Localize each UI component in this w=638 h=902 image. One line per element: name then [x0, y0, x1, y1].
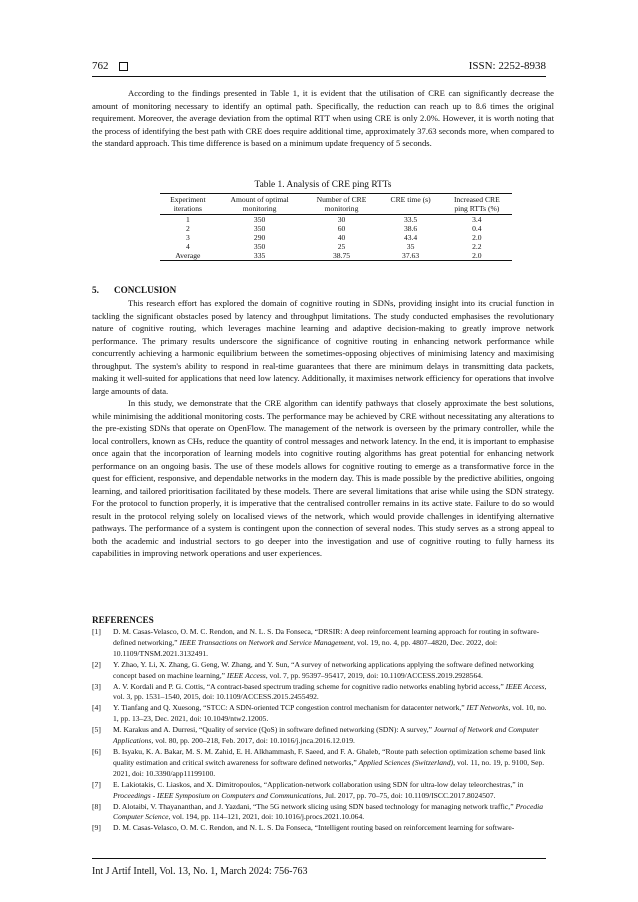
table-cell: 350 [253, 224, 266, 233]
table-header-cell: Amount of optimal monitoring [216, 194, 304, 215]
reference-list [92, 627, 554, 834]
table-row-average [160, 251, 512, 261]
table-cell: 3.4 [472, 215, 482, 224]
table-cell: 40 [337, 233, 346, 242]
table-row [160, 242, 512, 251]
journal-footer: Int J Artif Intell, Vol. 13, No. 1, March 2024: 756-763 [92, 866, 308, 877]
section-title: CONCLUSION [114, 285, 177, 295]
table-cell: 35 [406, 242, 415, 251]
reference-item: [7] E. Lakiotakis, C. Liaskos, and X. Dimitropoulos, “Application-network collaboration using SDN for ultra-low delay teleorchestras,” in Proceedings - IEEE Symposium on Computers and Communications, Jul. 2017, pp. 70–75, doi: 10.1109/ISCC.2017.8024507. [92, 779, 524, 800]
table-caption: Table 1. Analysis of CRE ping RTTs [254, 180, 392, 190]
table-row [160, 215, 512, 225]
table-cell: 43.4 [403, 233, 418, 242]
issn-label: ISSN: 2252-8938 [468, 60, 546, 72]
table-cell: Average [160, 251, 216, 261]
table-cell: 1 [185, 215, 190, 224]
table-cell: 350 [253, 242, 266, 251]
table-cell: 33.5 [403, 215, 418, 224]
table-row [160, 224, 512, 233]
conclusion-paragraph: In this study, we demonstrate that the CRE algorithm can identify pathways that closely approximate the best solutions, while minimising the additional monitoring costs. The performance may be achieved by CRE without necessitating any alterations to the pre-existing SDNs that operate on OpenFlow. The management of the network is overseen by the primary controller, while the local controllers, known as CHs, reduce the quantity of control messages and network latency. In the end, it is important to emphasise once again that the incorporation of learning models into cognitive routing algorithms has great potential for enhancing network performance on an ongoing basis. The use of these models allows for cognitive routing to emerge as a transformative force in the quest for efficient, responsive, and dependable networks in the modern day. This is made possible by the predictive abilities, ongoing learning, and tailored prioritisation facilitated by these models. There are several limitations that arise while using the SDN strategy. For the protocol to function properly, it is imperative that the centralised controller remains in its active state. Failure to do so would result in the protocol relying solely on localised views of the network, which would provide challenges in identifying alternative pathways. The performance of a system is contingent upon the connection of several nodes. This study serves as a strong appeal to both the academic and industrial sectors to go deeper into the investigation and use of cognitive routing to fully harness its capabilities in improving network operations and user experiences. [92, 398, 554, 558]
footer-divider [92, 858, 546, 859]
reference-item: [3] A. V. Kordali and P. G. Cottis, “A contract-based spectrum trading scheme for cognitive radio networks enabling hybrid access,” IEEE Access, vol. 3, pp. 1531–1540, 2015, doi: 10.1109/ACCESS.2015.2455492. [92, 681, 547, 702]
table-cell: 38.6 [403, 224, 418, 233]
conclusion-paragraph: This research effort has explored the domain of cognitive routing in SDNs, providing insight into its crucial function in tackling the significant obstacles posed by latency and throughput limitations. The study conducted emphasises the revolutionary nature of cognitive routing, which leverages machine learning and adaptive decision-making to greatly improve network performance. The primary results underscore the significance of cognitive routing in enhancing network performance while concurrently achieving a harmonic equilibrium between the sometimes-opposing objectives of minimising latency and maximising throughput. The system's ability to respond in real-time guarantees that there are minimum delays in transmitting data packets, making it well-suited for applications that need low latency. Additionally, it maximises network efficiency for operations that involve large amounts of data. [92, 298, 554, 396]
reference-item: [2] Y. Zhao, Y. Li, X. Zhang, G. Geng, W. Zhang, and Y. Sun, “A survey of networking applications applying the software defined networking concept based on machine learning,” IEEE Access, vol. 7, pp. 95397–95417, 2019, doi: 10.1109/ACCESS.2019.2928564. [92, 659, 534, 680]
intro-paragraph: According to the findings presented in Table 1, it is evident that the utilisation of CRE can significantly decrease the amount of monitoring necessary to identify an optimal path. Specifically, the reduction can reach up to 8.6 times the original requirement. Moreover, the average deviation from the optimal RTT when using CRE is only 2.0%. However, it is worth noting that the process of identifying the best path with CRE does require additional time, approximately 37.63 seconds more, when compared to the standard approach. This time difference is based on a minimum update frequency of 5 seconds. [92, 88, 554, 148]
table-cell: 38.75 [304, 251, 380, 261]
reference-item: [6] B. Isyaku, K. A. Bakar, M. S. M. Zahid, E. H. Alkhammash, F. Saeed, and F. A. Ghaleb, “Route path selection optimization scheme based link quality estimation and critical switch awareness for software defined networks,” Applied Sciences (Switzerland), vol. 11, no. 19, p. 9100, Sep. 2021, doi: 10.3390/app11199100. [92, 746, 546, 778]
table-cell: 0.4 [472, 224, 482, 233]
page-number: 762 [92, 60, 109, 72]
table-cell: 30 [337, 215, 346, 224]
table-header-cell: Increased CRE ping RTTs (%) [442, 194, 512, 215]
reference-item: [8] D. Alotaibi, V. Thayananthan, and J. Yazdani, “The 5G network slicing using SDN based technology for managing network traffic,” Procedia Computer Science, vol. 194, pp. 114–121, 2021, doi: 10.1016/j.procs.2021.10.064. [92, 801, 544, 822]
table-header-row [160, 194, 512, 215]
table-cell: 3 [185, 233, 190, 242]
conclusion-body [92, 297, 554, 560]
section-number: 5. [92, 285, 99, 295]
references-heading: REFERENCES [92, 615, 154, 625]
table-cell: 2.0 [442, 251, 512, 261]
table-cell: 290 [253, 233, 266, 242]
table-cell: 4 [185, 242, 190, 251]
table-cell: 2.0 [472, 233, 482, 242]
results-table [160, 193, 512, 261]
reference-item: [9] D. M. Casas-Velasco, O. M. C. Rendon, and N. L. S. Da Fonseca, “Intelligent routing based on reinforcement learning for software- [92, 823, 515, 833]
table-cell: 335 [216, 251, 304, 261]
reference-item: [5] M. Karakus and A. Durresi, “Quality of service (QoS) in software defined networking (SDN): A survey,” Journal of Network and Computer Applications, vol. 80, pp. 200–218, Feb. 2017, doi: 10.1016/j.jnca.2016.12.019. [92, 725, 539, 746]
square-icon [119, 62, 128, 71]
intro-section [92, 87, 554, 150]
reference-item: [1] D. M. Casas-Velasco, O. M. C. Rendon, and N. L. S. Da Fonseca, “DRSIR: A deep reinforcement learning approach for routing in software-defined networking,” IEEE Transactions on Network and Service Management, vol. 19, no. 4, pp. 4807–4820, Dec. 2022, doi: 10.1109/TNSM.2021.3132491. [92, 627, 540, 658]
table-cell: 2.2 [472, 242, 482, 251]
conclusion-heading [92, 285, 176, 295]
header-divider [92, 76, 546, 77]
table-cell: 60 [337, 224, 346, 233]
table-header-cell: CRE time (s) [379, 194, 441, 215]
table-cell: 25 [337, 242, 346, 251]
table-cell: 2 [185, 224, 190, 233]
reference-item: [4] Y. Tianfang and Q. Xuesong, “STCC: A SDN-oriented TCP congestion control mechanism for datacenter network,” IET Networks, vol. 10, no. 1, pp. 13–23, Dec. 2021, doi: 10.1049/ntw2.12005. [92, 703, 547, 724]
table-cell: 350 [253, 215, 266, 224]
table-header-cell: Experiment iterations [160, 194, 216, 215]
table-cell: 37.63 [379, 251, 441, 261]
page-header [92, 58, 546, 74]
table-header-cell: Number of CRE monitoring [304, 194, 380, 215]
table-row [160, 233, 512, 242]
header-left [92, 60, 128, 72]
